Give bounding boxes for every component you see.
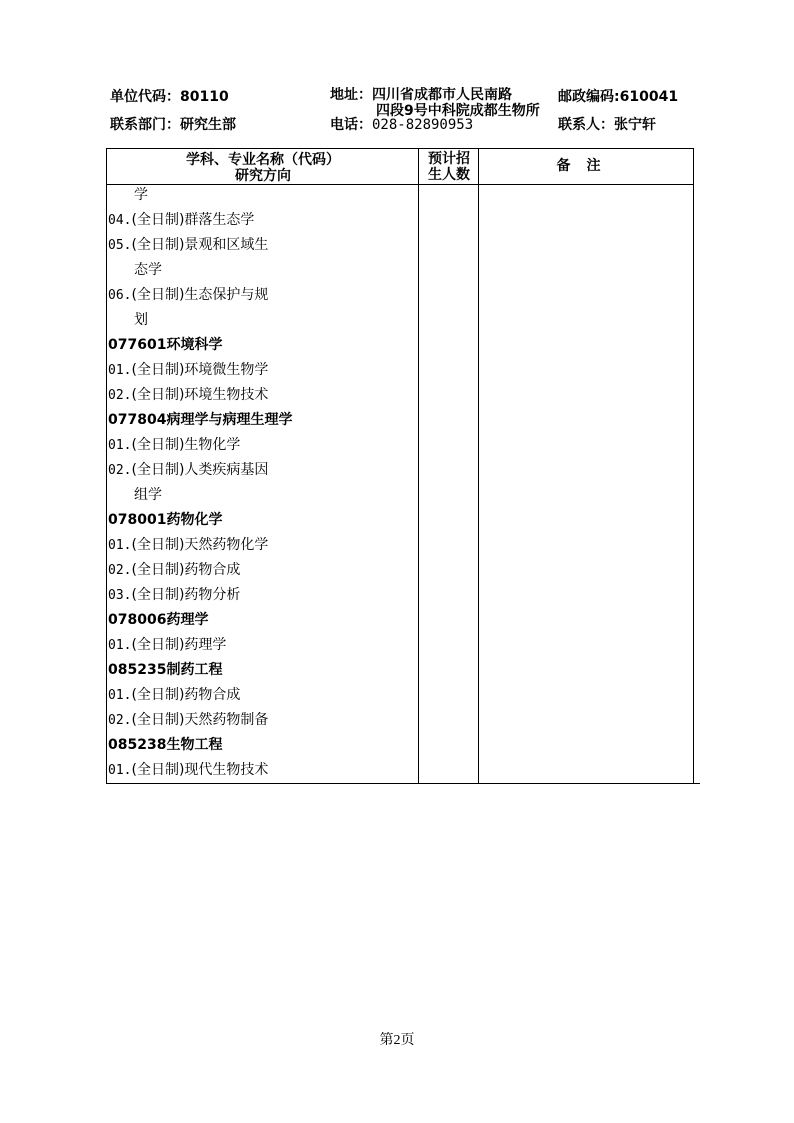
row-number: 02. (108, 713, 132, 728)
row-text: (全日制)药物分析 (131, 587, 241, 603)
row-number: 01. (108, 363, 132, 378)
row-text: 组学 (134, 487, 162, 503)
table-row-program (108, 508, 418, 533)
col-header-name-line1: 学科、专业名称（代码） (186, 152, 340, 168)
row-number: 01. (108, 638, 132, 653)
table-row (108, 633, 418, 658)
address-label: 地址： (330, 87, 372, 103)
row-text: (全日制)药物合成 (131, 687, 241, 703)
table-row-program (108, 333, 418, 358)
postal-code-value: 610041 (619, 89, 679, 105)
postal-code (558, 89, 678, 105)
row-number: 05. (108, 238, 132, 253)
row-text: (全日制)环境生物技术 (131, 387, 269, 403)
table-row-program (108, 408, 418, 433)
phone-value: 028-82890953 (372, 117, 474, 133)
postal-code-label: 邮政编码: (558, 89, 620, 105)
contact-label: 联系人： (558, 117, 614, 133)
row-text: (全日制)景观和区域生 (131, 237, 269, 253)
table-row (108, 533, 418, 558)
col-divider-1 (418, 149, 419, 784)
row-text: (全日制)群落生态学 (131, 212, 255, 228)
col-header-name (107, 152, 419, 184)
row-text: 078001药物化学 (108, 512, 223, 528)
col-header-count (420, 151, 478, 183)
row-number: 02. (108, 563, 132, 578)
row-text: 085238生物工程 (108, 737, 223, 753)
row-number: 03. (108, 588, 132, 603)
row-text: (全日制)生态保护与规 (131, 287, 269, 303)
row-number: 01. (108, 538, 132, 553)
table-row (108, 383, 418, 408)
row-number: 04. (108, 213, 132, 228)
col-header-count-line1: 预计招 (428, 151, 470, 167)
phone (330, 117, 473, 133)
col-divider-2 (478, 149, 479, 784)
phone-label: 电话： (330, 117, 372, 133)
row-number: 02. (108, 463, 132, 478)
table-row (108, 283, 418, 308)
table-row (108, 358, 418, 383)
unit-code-label: 单位代码： (110, 89, 180, 105)
table-row (108, 483, 418, 508)
row-number: 02. (108, 388, 132, 403)
table-row (108, 258, 418, 283)
table-row (108, 458, 418, 483)
row-text: 078006药理学 (108, 612, 209, 628)
page-number: 第2页 (379, 1033, 415, 1048)
table-row (108, 183, 418, 208)
table-row (108, 583, 418, 608)
row-text: (全日制)生物化学 (131, 437, 241, 453)
col-header-count-line2: 生人数 (428, 167, 470, 183)
row-number: 01. (108, 438, 132, 453)
col-header-note: 备注 (556, 158, 617, 174)
row-text: 085235制药工程 (108, 662, 223, 678)
address-line1: 四川省成都市人民南路 (372, 87, 512, 103)
row-text: 划 (134, 312, 148, 328)
table-row (108, 308, 418, 333)
table-row (108, 683, 418, 708)
row-number: 01. (108, 763, 132, 778)
contact-person (558, 117, 656, 133)
table-row (108, 433, 418, 458)
row-text: (全日制)环境微生物学 (131, 362, 269, 378)
row-text: (全日制)天然药物制备 (131, 712, 269, 728)
row-text: (全日制)药物合成 (131, 562, 241, 578)
row-text: (全日制)现代生物技术 (131, 762, 269, 778)
row-text: 077804病理学与病理生理学 (108, 412, 293, 428)
contact-value: 张宁轩 (614, 117, 656, 133)
address-line2: 四段9号中科院成都生物所 (376, 103, 540, 119)
department (110, 117, 236, 133)
table-row (108, 708, 418, 733)
col-header-name-line2: 研究方向 (235, 168, 291, 184)
table-row-program (108, 658, 418, 683)
unit-code-value: 80110 (180, 89, 229, 105)
unit-code (110, 89, 229, 105)
table-row-program (108, 733, 418, 758)
row-text: 态学 (134, 262, 162, 278)
department-value: 研究生部 (180, 117, 236, 133)
department-label: 联系部门： (110, 117, 180, 133)
row-text: 学 (134, 187, 148, 203)
row-text: (全日制)天然药物化学 (131, 537, 269, 553)
row-text: (全日制)人类疾病基因 (131, 462, 269, 478)
row-text: 077601环境科学 (108, 337, 223, 353)
table-row (108, 208, 418, 233)
row-text: (全日制)药理学 (131, 637, 227, 653)
table-row (108, 758, 418, 783)
table-row-program (108, 608, 418, 633)
table-row (108, 558, 418, 583)
table-row (108, 233, 418, 258)
table-rows (108, 183, 418, 783)
row-number: 01. (108, 688, 132, 703)
table-bottom-border (106, 783, 700, 784)
row-number: 06. (108, 288, 132, 303)
